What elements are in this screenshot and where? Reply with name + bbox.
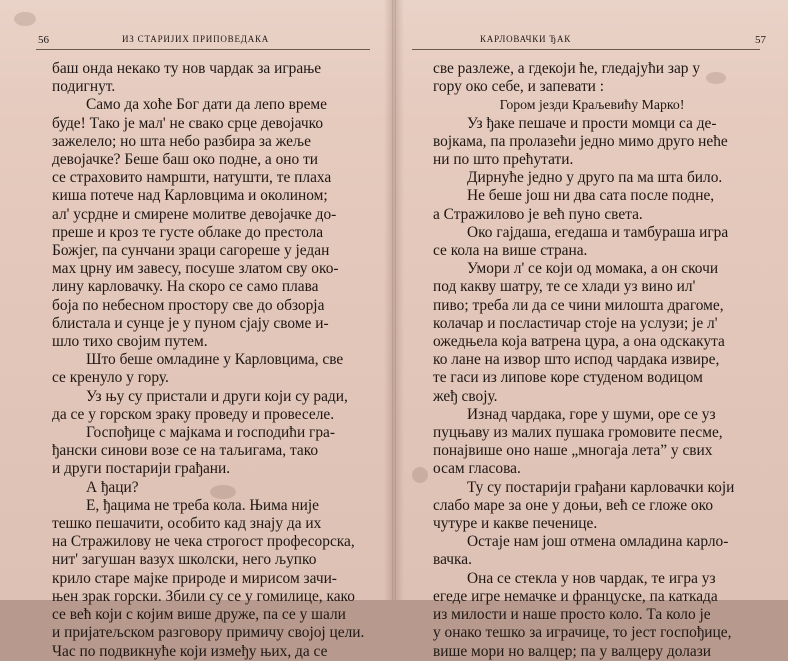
left-page-line: Само да хоће Бог дати да лепо време (86, 96, 327, 114)
right-page-line: ни по што прећутати. (433, 151, 574, 169)
left-page-line: се кренуло у гору. (52, 369, 169, 387)
left-page-text (52, 60, 365, 661)
right-page-line: слабо маре за оне у доњи, већ се гложе око (433, 496, 714, 514)
left-page-line: буде! Тако је мал' не свако срце девојачко (52, 114, 324, 132)
right-page-line: Око гајдаша, егедаша и тамбураша игра (467, 223, 729, 241)
left-page-line: мах црну им завесу, посуше златом сву око- (52, 260, 339, 278)
right-page-line: Она се стекла у нов чардак, те игра уз (467, 569, 716, 587)
right-page-line: егеде игре немачке и француске, па каткада (433, 587, 718, 605)
left-page-line: и пријатељском разговору примичу својој цели. (52, 624, 365, 642)
left-page-line: подигнут. (52, 78, 116, 96)
left-header-rule (36, 49, 370, 50)
left-page-line: тешко пешачити, особито кад знају да их (52, 515, 322, 533)
right-page-line: пуцњаву из малих пушака громовите песме, (433, 424, 723, 442)
right-page-line: више мори но валцер; па у валцеру долази (433, 642, 712, 660)
right-page-line: Изнад чардака, горе у шуми, оре се уз (467, 405, 716, 423)
right-page-line: Умори л' се који од момака, а он скочи (467, 260, 719, 278)
left-page-line: ђански синови возе се на таљигама, тако (52, 442, 319, 460)
left-page (0, 0, 394, 660)
left-page-line: се већ који с којим више друже, па се у шали (52, 606, 346, 624)
left-page-line: да се у горском зраку проведу и провеселе. (52, 405, 335, 423)
right-page-line: ко лане на извор што испод чардака извире, (433, 351, 720, 369)
left-page-line: Час по подвикнуће који између њих, да се (52, 642, 328, 660)
left-page-line: преше и кроз те густе облаке до престола (52, 223, 324, 241)
left-page-number: 56 (38, 34, 49, 46)
right-page-line: се кола на више страна. (433, 242, 588, 260)
page-stain (210, 485, 236, 499)
right-page-line: гору око себе, и запевати : (433, 78, 605, 96)
right-page-text (433, 60, 751, 661)
right-page-line: чутуре и какве печенице. (433, 515, 598, 533)
right-page-line: вачка. (433, 551, 472, 569)
right-page-line: Ту су постарији грађани карловачки који (467, 478, 735, 496)
right-header-rule (412, 49, 760, 50)
left-page-line: се страховито намршти, натушти, те плаха (52, 169, 332, 187)
right-page-number: 57 (755, 34, 766, 46)
right-page-line: осам гласова. (433, 460, 521, 478)
right-page-line: под какву шатру, те се хлади уз вино ил' (433, 278, 696, 296)
left-page-line: блистала и сунце је у пуном сјају своме и- (52, 314, 329, 332)
right-page-line: Гором језди Краљевићу Марко! (499, 97, 685, 113)
right-page-line: а Стражилово је већ пуно света. (433, 205, 643, 223)
left-page-line: лину карловачку. На скоро се само плава (52, 278, 319, 296)
right-page-line: Уз ђаке пешаче и прости момци са де- (467, 114, 717, 132)
page-stain (706, 72, 726, 84)
right-page-line: Дирнуће једно у друго па ма шта било. (467, 169, 723, 187)
left-page-line: Уз њу су пристали и други који су ради, (86, 387, 348, 405)
right-page-line: колачар и посластичар стоје на услузи; је л' (433, 314, 718, 332)
left-page-line: на Стражилову не чека строгост професорска, (52, 533, 355, 551)
left-page-header: ИЗ СТАРИЈИХ ПРИПОВЕДАКА (122, 34, 270, 44)
right-page-line: Не беше још ни два сата после подне, (467, 187, 715, 205)
left-page-line: А ђаци? (86, 478, 139, 496)
right-page-line: Остаје нам још отмена омладина карло- (467, 533, 729, 551)
left-page-line: девојачке? Беше баш око подне, а оно ти (52, 151, 319, 169)
right-page-line: из милости и наше просто коло. Та коло је (433, 606, 711, 624)
left-page-line: њен зрак горски. Збили су се у гомилице, како (52, 587, 355, 605)
right-page-line: у онако тешко за играчице, то јест госпођице, (433, 624, 732, 642)
left-page-line: боја по небесном простору све до обзорја (52, 296, 325, 314)
left-page-line: баш онда некако ту нов чардак за играње (52, 60, 322, 77)
right-page-line: ожедњела која ватрена цура, а она одскакута (433, 333, 725, 351)
left-page-line: нит' загушан вазух школски, него љупко (52, 551, 317, 569)
right-page-line: те гаси из липове коре студеном водицом (433, 369, 703, 387)
right-page-line: жеђ своју. (433, 387, 498, 405)
left-page-line: Е, ђацима не треба кола. Њима није (86, 496, 319, 514)
left-page-line: зажелело; но шта небо разбира за жеље (52, 132, 311, 150)
right-page-line: понајвише оно наше „многаја лета” у свих (433, 442, 713, 460)
left-page-line: и други постарији грађани. (52, 460, 231, 478)
left-page-line: шло тихо својим путем. (52, 333, 208, 351)
left-page-line: Госпођице с мајкама и господићи гра- (86, 424, 335, 442)
left-page-line: крило старе мајке природе и мирисом зачи- (52, 569, 337, 587)
right-page-line: војкама, па пролазећи једно мимо друго неће (433, 132, 728, 150)
right-page-line: пиво; треба ли да се чини милошта драгоме, (433, 296, 724, 314)
right-page-header: КАРЛОВАЧКИ ЂАК (480, 34, 572, 44)
right-page-line: све разлеже, а гдекоји ће, гледајући зар у (433, 60, 701, 77)
left-page-line: ал' усрдне и смирене молитве девојачке до- (52, 205, 337, 223)
left-page-line: Што беше омладине у Карловцима, све (86, 351, 344, 369)
page-stain (14, 12, 36, 26)
left-page-line: киша потече над Карловцима и околином; (52, 187, 328, 205)
right-page (394, 0, 788, 660)
left-page-line: Божјег, па сунчани зраци сагореше у један (52, 242, 330, 260)
page-stain (412, 467, 428, 483)
book-spine (392, 0, 396, 600)
